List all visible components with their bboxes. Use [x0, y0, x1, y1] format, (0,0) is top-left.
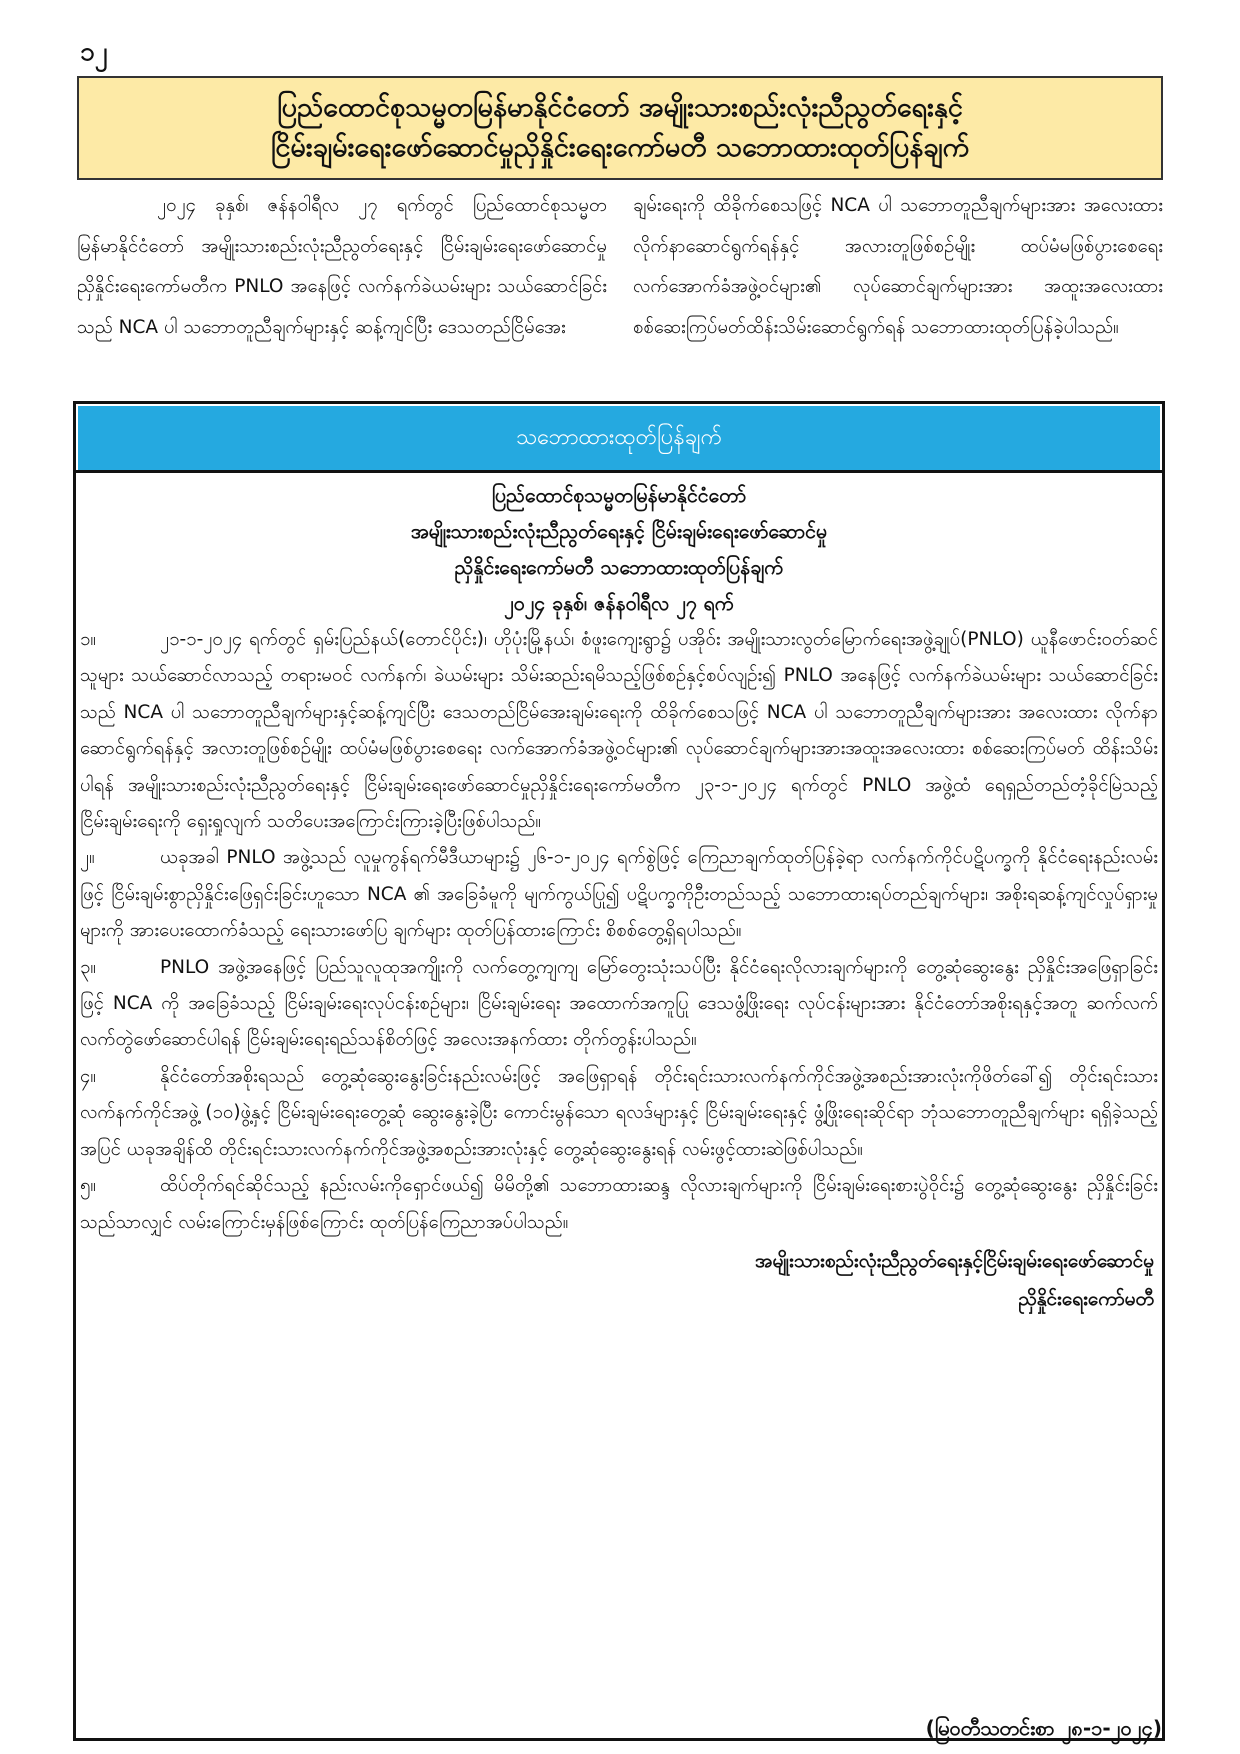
- signature-line-1: အမျိုးသားစည်းလုံးညီညွတ်ရေးနှင့်ငြိမ်းချမ်းရေးဖော်ဆောင်မှု: [755, 1249, 1154, 1272]
- paragraph-number: ၅။: [80, 1175, 97, 1197]
- banner-divider: [73, 470, 1165, 473]
- intro-section: [77, 186, 1163, 390]
- paragraph-1: [80, 622, 1158, 840]
- paragraph-number: ၂။: [80, 847, 95, 869]
- paragraph-text: ၂၁-၁-၂၀၂၄ ရက်တွင် ရှမ်းပြည်နယ်(တောင်ပိုင်း)၊ ဟိုပုံးမြို့နယ်၊ စံဖူးကျေးရွာ၌ ပအိုဝ်း အမျိုးသားလွတ်မြောက်ရေးအဖွဲ့ချုပ်(PNLO) ယူနီဖောင်းဝတ်ဆင်သူများ သယ်ဆောင်လာသည့် တရားမဝင် လက်နက်၊ ခဲယမ်းများ သိမ်းဆည်းရမိသည့်ဖြစ်စဉ်နှင့်စပ်လျဉ်း၍ PNLO အနေဖြင့် လက်နက်ခဲယမ်းများ သယ်ဆောင်ခြင်းသည် NCA ပါ သဘောတူညီချက်များနှင့်ဆန့်ကျင်ပြီး ဒေသတည်ငြိမ်အေးချမ်းရေးကို ထိခိုက်စေသဖြင့် NCA ပါ သဘောတူညီချက်များအား အလေးထား လိုက်နာဆောင်ရွက်ရန်နှင့် အလားတူဖြစ်စဉ်မျိုး ထပ်မံမဖြစ်ပွားစေရေး လက်အောက်ခံအဖွဲ့ဝင်များ၏ လုပ်ဆောင်ချက်များအားအထူးအလေးထား စစ်ဆေးကြပ်မတ် ထိန်းသိမ်းပါရန် အမျိုးသားစည်းလုံးညီညွတ်ရေးနှင့် ငြိမ်းချမ်းရေးဖော်ဆောင်မှုညှိနှိုင်းရေးကော်မတီက ၂၃-၁-၂၀၂၄ ရက်တွင် PNLO အဖွဲ့ထံ ရေရှည်တည်တံ့ခိုင်မြဲသည့် ငြိမ်းချမ်းရေးကို ရှေးရှုလျက် သတိပေးအကြောင်းကြားခဲ့ပြီးဖြစ်ပါသည်။: [80, 629, 1158, 833]
- intro-left-text: ၂၀၂၄ ခုနှစ်၊ ဇန်နဝါရီလ ၂၇ ရက်တွင် ပြည်ထောင်စုသမ္မတမြန်မာနိုင်ငံတော် အမျိုးသားစည်းလုံးညီညွတ်ရေးနှင့် ငြိမ်းချမ်းရေးဖော်ဆောင်မှုညှိနှိုင်းရေးကော်မတီက PNLO အနေဖြင့် လက်နက်ခဲယမ်းများ သယ်ဆောင်ခြင်းသည် NCA ပါ သဘောတူညီချက်များနှင့် ဆန့်ကျင်ပြီး ဒေသတည်ငြိမ်အေး: [77, 195, 607, 338]
- intro-right-column: [633, 186, 1163, 390]
- paragraph-text: PNLO အဖွဲ့အနေဖြင့် ပြည်သူလူထုအကျိုးကို လက်တွေ့ကျကျ မြော်တွေးသုံးသပ်ပြီး နိုင်ငံရေးလိုလားချက်များကို တွေ့ဆုံဆွေးနွေး ညှိနှိုင်းအဖြေရှာခြင်းဖြင့် NCA ကို အခြေခံသည့် ငြိမ်းချမ်းရေးလုပ်ငန်းစဉ်များ၊ ငြိမ်းချမ်းရေး အထောက်အကူပြု ဒေသဖွံ့ဖြိုးရေး လုပ်ငန်းများအား နိုင်ငံတော်အစိုးရနှင့်အတူ ဆက်လက်လက်တွဲဖော်ဆောင်ပါရန် ငြိမ်းချမ်းရေးရည်သန်စိတ်ဖြင့် အလေးအနက်ထား တိုက်တွန်းပါသည်။: [80, 956, 1158, 1051]
- paragraph-text: ထိပ်တိုက်ရင်ဆိုင်သည့် နည်းလမ်းကိုရှောင်ဖယ်၍ မိမိတို့၏ သဘောထားဆန္ဒ လိုလားချက်များကို ငြိမ်းချမ်းရေးစားပွဲဝိုင်း၌ တွေ့ဆုံဆွေးနွေး ညှိနှိုင်းခြင်းသည်သာလျှင် လမ်းကြောင်းမှန်ဖြစ်ကြောင်း ထုတ်ပြန်ကြေညာအပ်ပါသည်။: [80, 1175, 1158, 1233]
- statement-heading-1: ပြည်ထောင်စုသမ္မတမြန်မာနိုင်ငံတော်: [491, 484, 747, 507]
- intro-right-text: ချမ်းရေးကို ထိခိုက်စေသဖြင့် NCA ပါ သဘောတူညီချက်များအား အလေးထားလိုက်နာဆောင်ရွက်ရန်နှင့် အလားတူဖြစ်စဉ်မျိုး ထပ်မံမဖြစ်ပွားစေရေး လက်အောက်ခံအဖွဲ့ဝင်များ၏ လုပ်ဆောင်ချက်များအား အထူးအလေးထား စစ်ဆေးကြပ်မတ်ထိန်းသိမ်းဆောင်ရွက်ရန် သဘောထားထုတ်ပြန်ခဲ့ပါသည်။: [633, 195, 1163, 338]
- paragraph-number: ၁။: [80, 629, 97, 650]
- statement-date: ၂၀၂၄ ခုနှစ်၊ ဇန်နဝါရီလ ၂၇ ရက်: [504, 592, 734, 615]
- intro-left-column: [77, 186, 607, 390]
- signature-line-2: ညှိနှိုင်းရေးကော်မတီ: [1018, 1287, 1154, 1310]
- paragraph-3: [80, 950, 1158, 1059]
- statement-heading-3: ညှိနှိုင်းရေးကော်မတီ သဘောထားထုတ်ပြန်ချက်: [454, 556, 784, 579]
- paragraph-5: [80, 1168, 1158, 1241]
- source-citation: (မြဝတီသတင်းစာ ၂၈-၁-၂၀၂၄): [925, 1716, 1162, 1740]
- title-box: [77, 76, 1163, 180]
- title-line-1: ပြည်ထောင်စုသမ္မတမြန်မာနိုင်ငံတော် အမျိုးသားစည်းလုံးညီညွတ်ရေးနှင့်: [277, 91, 963, 123]
- title-line-2: ငြိမ်းချမ်းရေးဖော်ဆောင်မှုညှိနှိုင်းရေးကော်မတီ သဘောထားထုတ်ပြန်ချက်: [270, 132, 970, 163]
- page-number: ၁၂: [80, 37, 108, 67]
- statement-body: [80, 478, 1158, 1317]
- paragraph-2: [80, 840, 1158, 949]
- statement-heading-2: အမျိုးသားစည်းလုံးညီညွတ်ရေးနှင့် ငြိမ်းချမ်းရေးဖော်ဆောင်မှု: [410, 520, 828, 543]
- paragraph-text: နိုင်ငံတော်အစိုးရသည် တွေ့ဆုံဆွေးနွေးခြင်းနည်းလမ်းဖြင့် အဖြေရှာရန် တိုင်းရင်းသားလက်နက်ကိုင်အဖွဲ့အစည်းအားလုံးကိုဖိတ်ခေါ်၍ တိုင်းရင်းသားလက်နက်ကိုင်အဖွဲ့ (၁၀)ဖွဲ့နှင့် ငြိမ်းချမ်းရေးတွေ့ဆုံ ဆွေးနွေးခဲ့ပြီး ကောင်းမွန်သော ရလဒ်များနှင့် ငြိမ်းချမ်းရေးနှင့် ဖွံ့ဖြိုးရေးဆိုင်ရာ ဘုံသဘောတူညီချက်များ ရရှိခဲ့သည့်အပြင် ယခုအချိန်ထိ တိုင်းရင်းသားလက်နက်ကိုင်အဖွဲ့အစည်းအားလုံးနှင့် တွေ့ဆုံဆွေးနွေးရန် လမ်းဖွင့်ထားဆဲဖြစ်ပါသည်။: [80, 1065, 1158, 1160]
- paragraph-number: ၃။: [80, 956, 97, 978]
- statement-banner: သဘောထားထုတ်ပြန်ချက်: [78, 406, 1160, 470]
- paragraph-text: ယခုအခါ PNLO အဖွဲ့သည် လူမှုကွန်ရက်မီဒီယာများ၌ ၂၆-၁-၂၀၂၄ ရက်စွဲဖြင့် ကြေညာချက်ထုတ်ပြန်ခဲ့ရာ လက်နက်ကိုင်ပဋိပက္ခကို နိုင်ငံရေးနည်းလမ်းဖြင့် ငြိမ်းချမ်းစွာညှိနှိုင်းဖြေရှင်းခြင်းဟူသော NCA ၏ အခြေခံမူကို မျက်ကွယ်ပြု၍ ပဋိပက္ခကိုဦးတည်သည့် သဘောထားရပ်တည်ချက်များ၊ အစိုးရဆန့်ကျင်လှုပ်ရှားမှုများကို အားပေးထောက်ခံသည့် ရေးသားဖော်ပြ ချက်များ ထုတ်ပြန်ထားကြောင်း စိစစ်တွေ့ရှိရပါသည်။: [80, 847, 1158, 942]
- paragraph-number: ၄။: [80, 1065, 97, 1087]
- paragraph-4: [80, 1059, 1158, 1168]
